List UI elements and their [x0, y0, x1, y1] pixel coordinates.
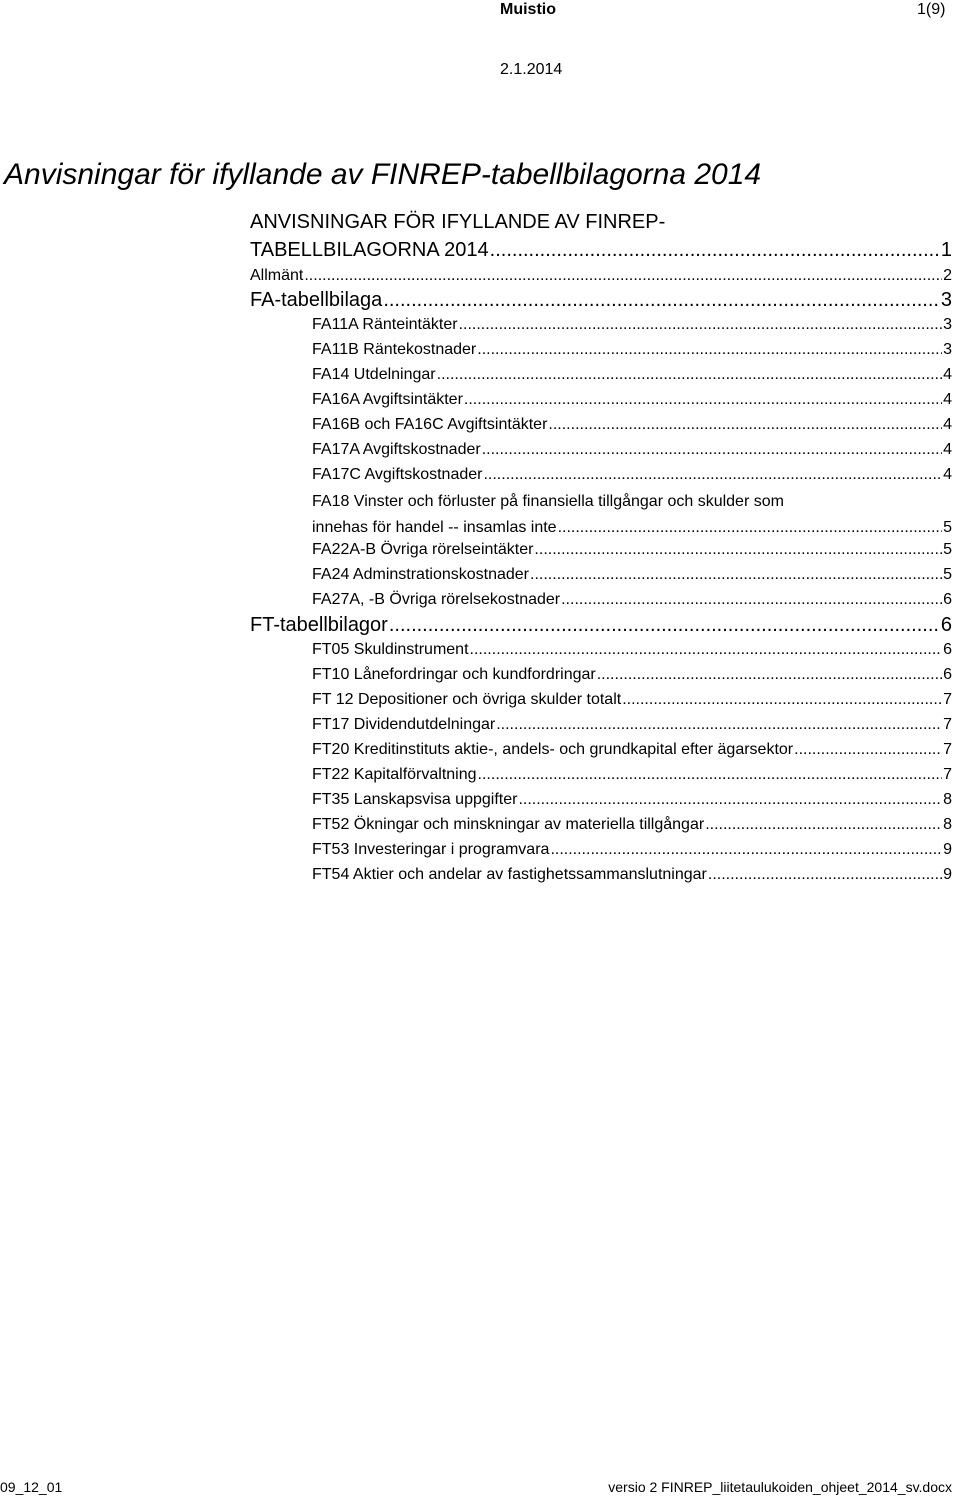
footer-file-name: versio 2 FINREP_liitetaulukoiden_ohjeet_2014_sv.docx	[608, 1479, 952, 1495]
toc-entry-label: FA18 Vinster och förluster på finansiella tillgångar och skulder som	[312, 493, 784, 510]
toc-entry[interactable]	[312, 390, 952, 410]
toc-page-number: 4	[943, 466, 952, 483]
toc-entry-label: FA-tabellbilaga	[250, 289, 383, 311]
document-date: 2.1.2014	[500, 61, 563, 78]
toc-entry[interactable]	[312, 590, 952, 610]
toc-leader-dots	[530, 565, 942, 585]
toc-leader-dots	[483, 465, 942, 485]
toc-entry-main-line1: ANVISNINGAR FÖR IFYLLANDE AV FINREP-	[250, 211, 666, 233]
toc-entry-main[interactable]	[250, 208, 952, 264]
toc-entry-label: FT17 Dividendutdelningar	[312, 716, 496, 733]
toc-page-number: 5	[943, 541, 952, 558]
toc-entry[interactable]	[312, 865, 952, 885]
toc-leader-dots	[437, 365, 942, 385]
toc-page-number: 7	[943, 766, 952, 783]
toc-entry-label: FA11B Räntekostnader	[312, 341, 477, 358]
toc-entry-label: FA14 Utdelningar	[312, 366, 436, 383]
toc-leader-dots	[490, 236, 940, 264]
toc-entry[interactable]	[312, 315, 952, 335]
toc-page-number: 2	[943, 267, 952, 284]
toc-entry[interactable]	[312, 415, 952, 435]
toc-entry-label: FT10 Lånefordringar och kundfordringar	[312, 666, 596, 683]
toc-entry-label: FA17C Avgiftskostnader	[312, 466, 483, 483]
toc-page-number: 6	[943, 666, 952, 683]
toc-entry-label: FA11A Ränteintäkter	[312, 316, 458, 333]
toc-entry-label: FT54 Aktier och andelar av fastighetssammanslutningar	[312, 866, 707, 883]
toc-entry[interactable]	[312, 790, 952, 810]
memo-label: Muistio	[500, 1, 556, 18]
toc-leader-dots	[708, 865, 942, 885]
toc-entry[interactable]	[312, 840, 952, 860]
toc-page-number: 4	[943, 441, 952, 458]
toc-page-number: 9	[943, 866, 952, 883]
toc-leader-dots	[550, 840, 942, 860]
toc-page-number: 9	[943, 841, 952, 858]
toc-entry[interactable]	[312, 365, 952, 385]
toc-entry-main-line2: TABELLBILAGORNA 2014	[250, 239, 489, 261]
toc-entry-label: FA24 Adminstrationskostnader	[312, 566, 530, 583]
toc-leader-dots	[561, 590, 942, 610]
toc-leader-dots	[477, 340, 942, 360]
toc-entry[interactable]	[250, 266, 952, 286]
toc-page-number: 6	[940, 614, 952, 636]
toc-page-number: 4	[943, 366, 952, 383]
toc-leader-dots	[459, 315, 943, 335]
toc-leader-dots	[548, 415, 942, 435]
toc-entry-label: FT-tabellbilagor	[250, 614, 388, 636]
toc-leader-dots	[534, 540, 942, 560]
toc-entry[interactable]	[312, 565, 952, 585]
toc-page-number: 6	[943, 591, 952, 608]
toc-entry[interactable]	[312, 465, 952, 485]
toc-entry-label: FA22A-B Övriga rörelseintäkter	[312, 541, 534, 558]
toc-entry-label-continued: innehas för handel -- insamlas inte	[312, 519, 557, 536]
toc-page-number: 7	[943, 691, 952, 708]
toc-entry-label: FT22 Kapitalförvaltning	[312, 766, 477, 783]
toc-entry[interactable]	[250, 287, 952, 313]
toc-leader-dots	[470, 640, 943, 660]
toc-leader-dots	[518, 790, 942, 810]
toc-leader-dots	[705, 815, 942, 835]
toc-entry-label: FT53 Investeringar i programvara	[312, 841, 550, 858]
toc-leader-dots	[622, 690, 942, 710]
toc-entry-label: FT 12 Depositioner och övriga skulder totalt	[312, 691, 622, 708]
toc-leader-dots	[496, 715, 942, 735]
toc-entry-label: FA17A Avgiftskostnader	[312, 441, 481, 458]
toc-page-number: 4	[943, 416, 952, 433]
toc-page-number: 7	[943, 741, 952, 758]
toc-page-number: 7	[943, 716, 952, 733]
toc-page-number: 3	[943, 316, 952, 333]
page-number: 1(9)	[917, 1, 946, 18]
toc-entry-label: FA16B och FA16C Avgiftsintäkter	[312, 416, 548, 433]
toc-entry-label: FA16A Avgiftsintäkter	[312, 391, 463, 408]
toc-entry[interactable]	[312, 340, 952, 360]
toc-entry-label: FT20 Kreditinstituts aktie-, andels- och grundkapital efter ägarsektor	[312, 741, 794, 758]
toc-leader-dots	[794, 740, 942, 760]
toc-entry[interactable]	[312, 765, 952, 785]
toc-leader-dots	[597, 665, 942, 685]
toc-entry[interactable]	[312, 815, 952, 835]
toc-leader-dots	[478, 765, 943, 785]
toc-page-number: 6	[943, 641, 952, 658]
document-title: Anvisningar för ifyllande av FINREP-tabellbilagorna 2014	[4, 158, 762, 191]
toc-entry-label: FT52 Ökningar och minskningar av materiella tillgångar	[312, 816, 705, 833]
toc-page-number: 1	[940, 239, 952, 261]
toc-entry[interactable]	[312, 665, 952, 685]
toc-page-number: 4	[943, 391, 952, 408]
toc-leader-dots	[304, 266, 942, 286]
toc-page-number: 8	[943, 791, 952, 808]
toc-leader-dots	[558, 515, 943, 541]
toc-page-number: 3	[940, 289, 952, 311]
toc-entry[interactable]	[312, 540, 952, 560]
toc-entry-label: FT35 Lanskapsvisa uppgifter	[312, 791, 518, 808]
toc-entry[interactable]	[312, 690, 952, 710]
toc-page-number: 5	[943, 519, 952, 536]
toc-page-number: 8	[943, 816, 952, 833]
toc-entry[interactable]	[312, 740, 952, 760]
toc-leader-dots	[389, 612, 940, 638]
toc-entry[interactable]	[312, 440, 952, 460]
toc-page-number: 5	[943, 566, 952, 583]
toc-entry-label: Allmänt	[250, 267, 304, 284]
toc-entry-label: FT05 Skuldinstrument	[312, 641, 469, 658]
toc-entry[interactable]	[312, 715, 952, 735]
toc-leader-dots	[464, 390, 942, 410]
footer-document-code: 09_12_01	[0, 1479, 63, 1495]
toc-page-number: 3	[943, 341, 952, 358]
toc-entry[interactable]	[250, 612, 952, 638]
toc-entry[interactable]	[312, 489, 952, 541]
toc-entry-label: FA27A, -B Övriga rörelsekostnader	[312, 591, 561, 608]
toc-leader-dots	[383, 287, 940, 313]
toc-entry[interactable]	[312, 640, 952, 660]
toc-leader-dots	[482, 440, 942, 460]
